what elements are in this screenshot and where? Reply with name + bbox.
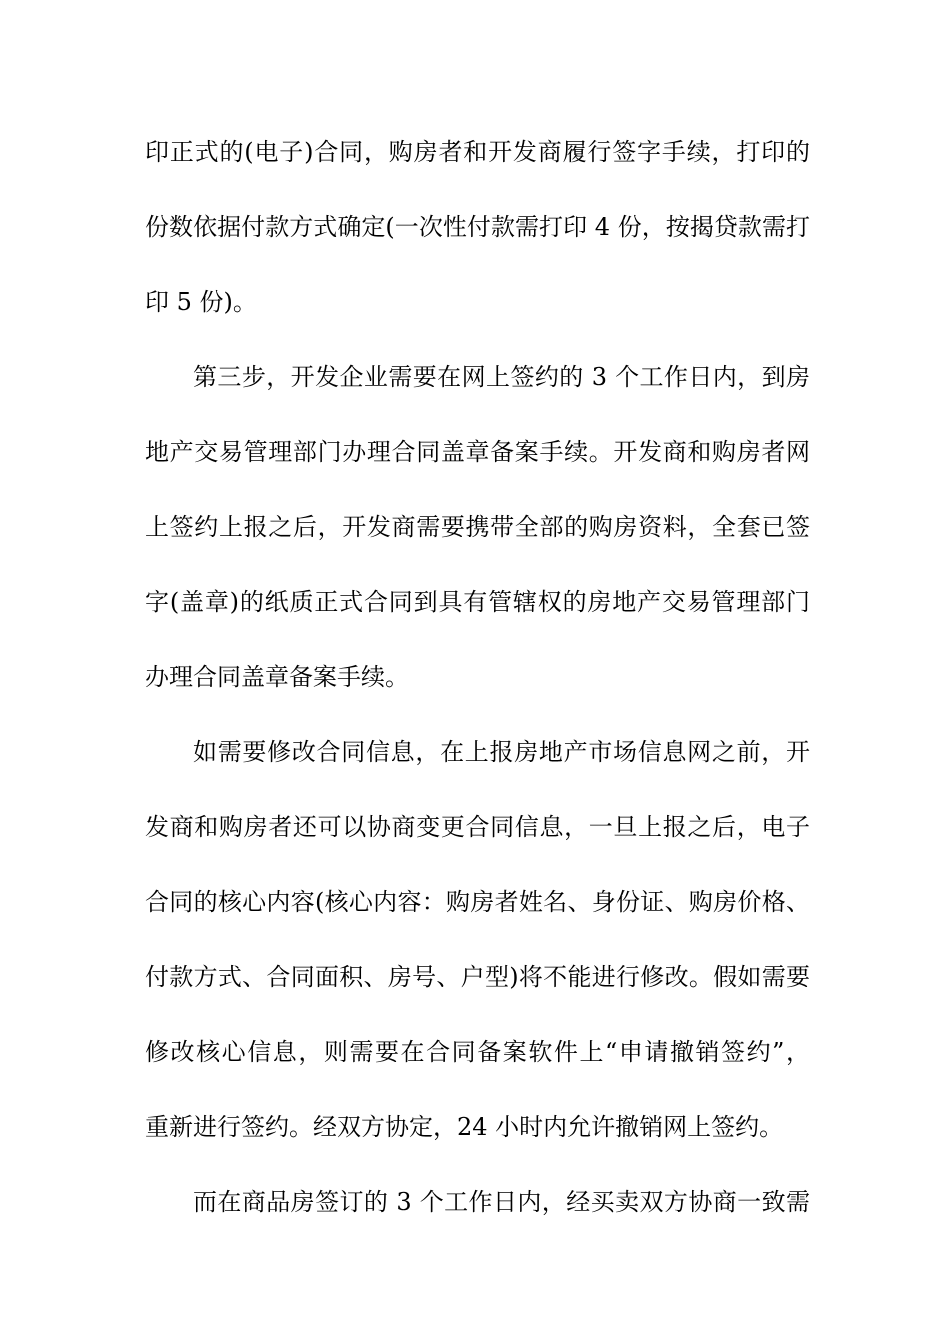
text-line-3: 印 5 份)。 [145, 288, 257, 316]
text-line-13: 修改核心信息，则需要在合同备案软件上“申请撤销签约”， [145, 1038, 810, 1066]
text-line-15: 而在商品房签订的 3 个工作日内，经买卖双方协商一致需 [193, 1188, 810, 1216]
text-line-4: 第三步，开发企业需要在网上签约的 3 个工作日内，到房 [193, 363, 810, 391]
text-line-8: 办理合同盖章备案手续。 [145, 663, 409, 691]
text-line-11: 合同的核心内容(核心内容：购房者姓名、身份证、购房价格、 [145, 888, 810, 916]
text-line-9: 如需要修改合同信息，在上报房地产市场信息网之前，开 [193, 738, 810, 766]
text-line-7: 字(盖章)的纸质正式合同到具有管辖权的房地产交易管理部门 [145, 588, 810, 616]
text-line-2: 份数依据付款方式确定(一次性付款需打印 4 份，按揭贷款需打 [145, 213, 810, 241]
text-line-10: 发商和购房者还可以协商变更合同信息，一旦上报之后，电子 [145, 813, 810, 841]
text-line-1: 印正式的(电子)合同，购房者和开发商履行签字手续，打印的 [145, 138, 810, 166]
text-line-12: 付款方式、合同面积、房号、户型)将不能进行修改。假如需要 [145, 963, 810, 991]
text-line-6: 上签约上报之后，开发商需要携带全部的购房资料，全套已签 [145, 513, 810, 541]
text-line-14: 重新进行签约。经双方协定，24 小时内允许撤销网上签约。 [145, 1113, 784, 1141]
text-line-5: 地产交易管理部门办理合同盖章备案手续。开发商和购房者网 [145, 438, 810, 466]
